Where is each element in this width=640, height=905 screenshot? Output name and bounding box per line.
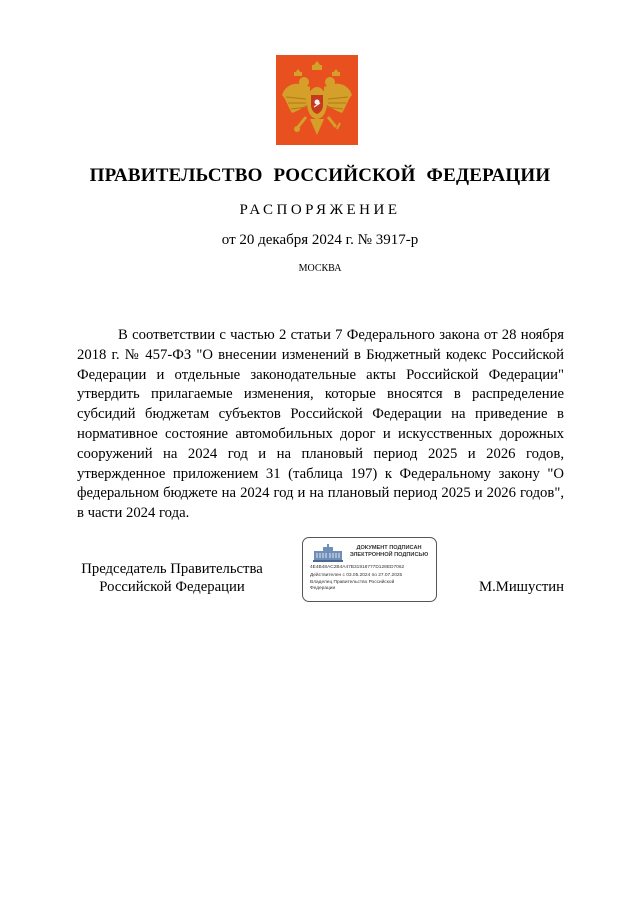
government-title: ПРАВИТЕЛЬСТВО РОССИЙСКОЙ ФЕДЕРАЦИИ bbox=[89, 165, 551, 186]
signer-name: М.Мишустин bbox=[479, 579, 564, 595]
e-signature-stamp bbox=[302, 537, 437, 602]
document-type: РАСПОРЯЖЕНИЕ bbox=[239, 202, 401, 218]
document-body: В соответствии с частью 2 статьи 7 Федерального закона от 28 ноября 2018 г. № 457-ФЗ "О внесении изменений в Бюджетный кодекс Российской Федерации и отдельные законодательные акты Российской Федерации" утвердить прилагаемые изменения, которые вносятся в распределение субсидий бюджетам субъектов Российской Федерации на приведение в нормативное состояние автомобильных дорог и искусственных дорожных сооружений на 2024 год и на плановый период 2025 и 2026 годов, утвержденное приложением 31 (таблица 197) к Федеральному закону "О федеральном бюджете на 2024 год и на плановый период 2025 и 2026 годов", в части 2024 года. bbox=[77, 327, 564, 522]
government-building-icon bbox=[313, 544, 343, 562]
document-date-number: от 20 декабря 2024 г. № 3917-р bbox=[221, 232, 419, 248]
stamp-heading-line: ДОКУМЕНТ ПОДПИСАН bbox=[356, 545, 422, 551]
signer-title-line: Председатель Правительства bbox=[81, 561, 263, 577]
stamp-heading-line: ЭЛЕКТРОННОЙ ПОДПИСЬЮ bbox=[349, 552, 429, 558]
stamp-heading bbox=[343, 545, 435, 559]
stamp-validity: Действителен с 03.05.2024 по 27.07.2025 bbox=[310, 573, 403, 578]
coat-of-arms-icon bbox=[276, 55, 358, 145]
stamp-owner: Федерации bbox=[310, 586, 336, 591]
document-city: МОСКВА bbox=[298, 263, 342, 274]
signer-title bbox=[77, 560, 267, 596]
stamp-certificate: 4E4B48AC2B4A47B31918777D128ED7062 bbox=[310, 565, 405, 570]
signer-title-line: Российской Федерации bbox=[99, 579, 245, 595]
stamp-owner: Владелец Правительство Российской bbox=[310, 580, 395, 585]
